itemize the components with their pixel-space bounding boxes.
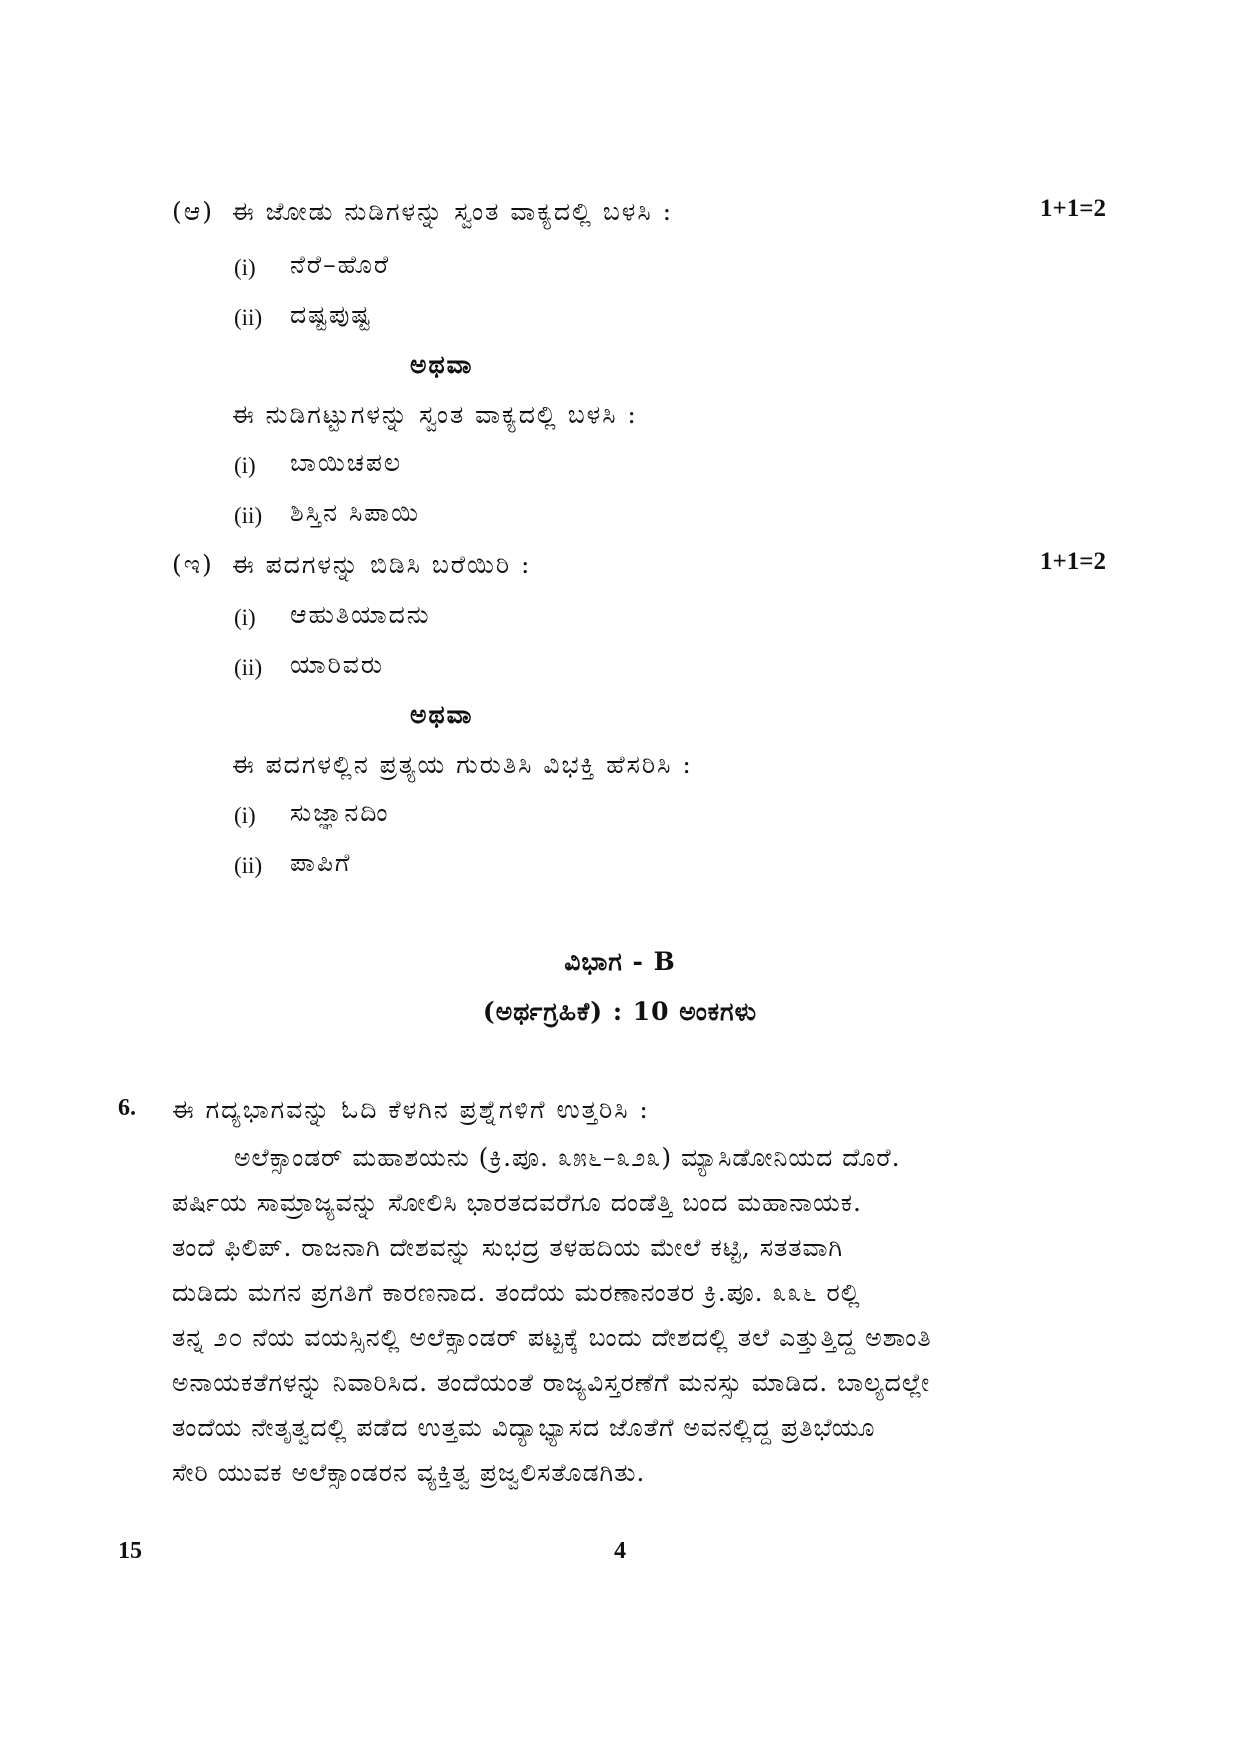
marks-label: 1+1=2: [1040, 548, 1106, 575]
question-part-label: (ಆ): [172, 197, 215, 226]
item-number: (i): [234, 605, 256, 630]
passage-line: ದುಡಿದು ಮಗನ ಪ್ರಗತಿಗೆ ಕಾರಣನಾದ. ತಂದೆಯ ಮರಣಾನಂತರ ಕ್ರಿ.ಪೂ. ೩೩೬ ರಲ್ಲಿ: [172, 1278, 861, 1307]
item-text: ಬಾಯಿಚಪಲ: [290, 448, 403, 477]
item-number: (ii): [234, 503, 263, 528]
question-part-label: (ಇ): [172, 550, 214, 579]
passage-line: ಅನಾಯಕತೆಗಳನ್ನು ನಿವಾರಿಸಿದ. ತಂದೆಯಂತೆ ರಾಜ್ಯವಿಸ್ತರಣೆಗೆ ಮನಸ್ಸು ಮಾಡಿದ. ಬಾಲ್ಯದಲ್ಲೇ: [172, 1368, 931, 1397]
item-number: (ii): [234, 305, 263, 330]
section-title: ವಿಭಾಗ - B: [564, 947, 676, 976]
item-number: (i): [234, 453, 256, 478]
item-text: ಶಿಸ್ತಿನ ಸಿಪಾಯಿ: [290, 498, 420, 527]
passage-line: ತಂದೆಯ ನೇತೃತ್ವದಲ್ಲಿ ಪಡೆದ ಉತ್ತಮ ವಿದ್ಯಾಭ್ಯಾಸದ ಜೊತೆಗೆ ಅವನಲ್ಲಿದ್ದ ಪ್ರತಿಭೆಯೂ: [172, 1413, 876, 1442]
passage-line: ಸೇರಿ ಯುವಕ ಅಲೆಕ್ಸಾಂಡರನ ವ್ಯಕ್ತಿತ್ವ ಪ್ರಜ್ವಲಿಸತೊಡಗಿತು.: [172, 1458, 646, 1487]
question-prompt: ಈ ಜೋಡು ನುಡಿಗಳನ್ನು ಸ್ವಂತ ವಾಕ್ಯದಲ್ಲಿ ಬಳಸಿ :: [232, 197, 674, 226]
item-text: ಯಾರಿವರು: [290, 650, 385, 679]
passage-line: ತನ್ನ ೨೦ ನೆಯ ವಯಸ್ಸಿನಲ್ಲಿ ಅಲೆಕ್ಸಾಂಡರ್ ಪಟ್ಟಕ್ಕೆ ಬಂದು ದೇಶದಲ್ಲಿ ತಲೆ ಎತ್ತುತ್ತಿದ್ದ ಅಶಾಂತಿ: [172, 1323, 932, 1352]
alternate-prompt: ಈ ನುಡಿಗಟ್ಟುಗಳನ್ನು ಸ್ವಂತ ವಾಕ್ಯದಲ್ಲಿ ಬಳಸಿ :: [232, 400, 638, 429]
question-prompt: ಈ ಗದ್ಯಭಾಗವನ್ನು ಓದಿ ಕೆಳಗಿನ ಪ್ರಶ್ನೆಗಳಿಗೆ ಉತ್ತರಿಸಿ :: [172, 1095, 650, 1124]
paper-code: 15: [118, 1538, 142, 1564]
passage-line: ತಂದೆ ಫಿಲಿಪ್. ರಾಜನಾಗಿ ದೇಶವನ್ನು ಸುಭದ್ರ ತಳಹದಿಯ ಮೇಲೆ ಕಟ್ಟಿ, ಸತತವಾಗಿ: [172, 1233, 844, 1262]
item-number: (ii): [234, 655, 263, 680]
marks-label: 1+1=2: [1040, 195, 1106, 222]
question-number: 6.: [118, 1095, 136, 1121]
item-number: (i): [234, 803, 256, 828]
section-subtitle: (ಅರ್ಥಗ್ರಹಿಕೆ) : 10 ಅಂಕಗಳು: [482, 997, 758, 1026]
or-divider: ಅಥವಾ: [410, 350, 474, 379]
item-number: (ii): [234, 853, 263, 878]
passage: [172, 1135, 1072, 1495]
page-number: 4: [614, 1538, 626, 1564]
item-text: ಪಾಪಿಗೆ: [290, 848, 352, 877]
passage-line: ಪರ್ಷಿಯ ಸಾಮ್ರಾಜ್ಯವನ್ನು ಸೋಲಿಸಿ ಭಾರತದವರೆಗೂ ದಂಡೆತ್ತಿ ಬಂದ ಮಹಾನಾಯಕ.: [172, 1188, 862, 1217]
item-text: ದಷ್ಟಪುಷ್ಟ: [290, 300, 373, 329]
item-number: (i): [234, 255, 256, 280]
alternate-prompt: ಈ ಪದಗಳಲ್ಲಿನ ಪ್ರತ್ಯಯ ಗುರುತಿಸಿ ವಿಭಕ್ತಿ ಹೆಸರಿಸಿ :: [232, 750, 693, 779]
item-text: ಆಹುತಿಯಾದನು: [290, 600, 431, 629]
passage-line: ಅಲೆಕ್ಸಾಂಡರ್ ಮಹಾಶಯನು (ಕ್ರಿ.ಪೂ. ೩೫೬–೩೨೩) ಮ್ಯಾಸಿಡೋನಿಯದ ದೊರೆ.: [234, 1143, 901, 1172]
item-text: ಸುಜ್ಞಾನದಿಂ: [290, 798, 390, 827]
question-prompt: ಈ ಪದಗಳನ್ನು ಬಿಡಿಸಿ ಬರೆಯಿರಿ :: [232, 550, 532, 579]
item-text: ನೆರೆ–ಹೊರೆ: [290, 250, 391, 279]
or-divider: ಅಥವಾ: [410, 700, 474, 729]
